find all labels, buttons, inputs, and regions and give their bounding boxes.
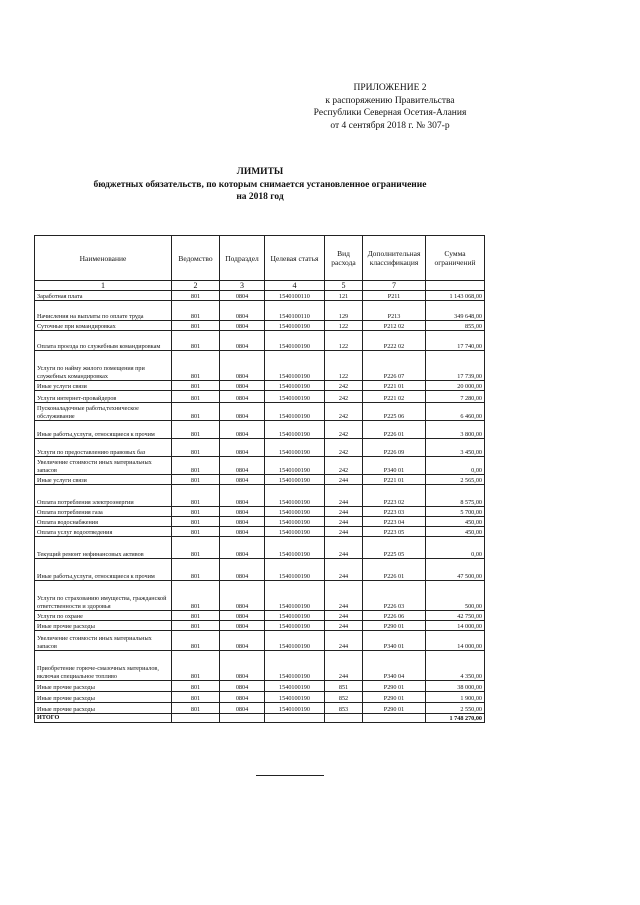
col-header-extra: Дополнительная классификация bbox=[363, 236, 426, 281]
row-dept: 801 bbox=[172, 403, 220, 421]
row-kind: 853 bbox=[325, 703, 363, 714]
row-name: Начисления на выплаты по оплате труда bbox=[35, 301, 172, 321]
row-target: 1540100190 bbox=[265, 681, 325, 692]
table-row bbox=[35, 631, 485, 651]
row-subsection: 0804 bbox=[220, 517, 265, 527]
row-name: Суточные при командировках bbox=[35, 321, 172, 331]
row-extra: Р223 02 bbox=[363, 485, 426, 507]
row-name: Услуги по охране bbox=[35, 611, 172, 621]
row-dept: 801 bbox=[172, 321, 220, 331]
row-dept: 801 bbox=[172, 381, 220, 391]
col-header-kind: Вид расхода bbox=[325, 236, 363, 281]
table-row bbox=[35, 421, 485, 439]
row-target: 1540100190 bbox=[265, 321, 325, 331]
row-sum: 14 000,00 bbox=[426, 631, 485, 651]
row-extra: Р221 01 bbox=[363, 381, 426, 391]
row-extra: Р290 01 bbox=[363, 681, 426, 692]
table-row bbox=[35, 507, 485, 517]
row-subsection: 0804 bbox=[220, 703, 265, 714]
row-subsection: 0804 bbox=[220, 485, 265, 507]
table-row bbox=[35, 703, 485, 714]
row-name: Пусконаладочные работы,техническое обслуживание bbox=[35, 403, 172, 421]
row-subsection: 0804 bbox=[220, 537, 265, 559]
row-extra: Р223 03 bbox=[363, 507, 426, 517]
row-subsection: 0804 bbox=[220, 351, 265, 381]
total-sum: 1 748 270,00 bbox=[426, 714, 485, 723]
row-dept: 801 bbox=[172, 651, 220, 681]
row-sum: 0,00 bbox=[426, 457, 485, 475]
row-subsection: 0804 bbox=[220, 651, 265, 681]
table-row bbox=[35, 391, 485, 403]
row-kind: 242 bbox=[325, 457, 363, 475]
table-row bbox=[35, 517, 485, 527]
row-kind: 244 bbox=[325, 631, 363, 651]
row-target: 1540100190 bbox=[265, 485, 325, 507]
row-dept: 801 bbox=[172, 527, 220, 537]
row-subsection: 0804 bbox=[220, 692, 265, 703]
row-sum: 450,00 bbox=[426, 527, 485, 537]
row-target: 1540100190 bbox=[265, 421, 325, 439]
row-kind: 122 bbox=[325, 321, 363, 331]
row-subsection: 0804 bbox=[220, 559, 265, 581]
row-dept: 801 bbox=[172, 631, 220, 651]
col-header-target: Целевая статья bbox=[265, 236, 325, 281]
col-header-dept: Ведомство bbox=[172, 236, 220, 281]
row-dept: 801 bbox=[172, 517, 220, 527]
row-target: 1540100190 bbox=[265, 351, 325, 381]
row-name: Увеличение стоимости иных материальных запасов bbox=[35, 631, 172, 651]
row-target: 1540100190 bbox=[265, 631, 325, 651]
row-name: Иные прочие расходы bbox=[35, 692, 172, 703]
table-row bbox=[35, 321, 485, 331]
row-kind: 244 bbox=[325, 507, 363, 517]
col-number: 2 bbox=[172, 281, 220, 291]
row-kind: 244 bbox=[325, 527, 363, 537]
row-extra: Р212 02 bbox=[363, 321, 426, 331]
row-dept: 801 bbox=[172, 559, 220, 581]
row-kind: 244 bbox=[325, 485, 363, 507]
row-dept: 801 bbox=[172, 507, 220, 517]
table-row bbox=[35, 559, 485, 581]
table-body bbox=[35, 291, 485, 714]
row-sum: 5 700,00 bbox=[426, 507, 485, 517]
row-name: Увеличение стоимости иных материальных запасов bbox=[35, 457, 172, 475]
row-subsection: 0804 bbox=[220, 475, 265, 485]
row-name: Услуги по страхованию имущества, гражданской ответственности и здоровья bbox=[35, 581, 172, 611]
row-subsection: 0804 bbox=[220, 321, 265, 331]
row-dept: 801 bbox=[172, 703, 220, 714]
row-name: Иные прочие расходы bbox=[35, 681, 172, 692]
row-kind: 242 bbox=[325, 421, 363, 439]
title-subtitle: бюджетных обязательств, по которым снимается установленное ограничение bbox=[93, 179, 427, 190]
table-row bbox=[35, 457, 485, 475]
row-dept: 801 bbox=[172, 621, 220, 631]
row-name: Иные работы,услуги, относящиеся к прочим bbox=[35, 559, 172, 581]
row-name: Иные услуги связи bbox=[35, 381, 172, 391]
row-target: 1540100190 bbox=[265, 457, 325, 475]
row-extra: Р340 01 bbox=[363, 631, 426, 651]
row-sum: 6 460,00 bbox=[426, 403, 485, 421]
row-subsection: 0804 bbox=[220, 391, 265, 403]
row-extra: Р221 01 bbox=[363, 475, 426, 485]
table-row bbox=[35, 692, 485, 703]
row-sum: 1 900,00 bbox=[426, 692, 485, 703]
row-sum: 7 280,00 bbox=[426, 391, 485, 403]
row-kind: 129 bbox=[325, 301, 363, 321]
row-extra: Р290 01 bbox=[363, 621, 426, 631]
row-target: 1540100110 bbox=[265, 291, 325, 301]
row-sum: 8 575,00 bbox=[426, 485, 485, 507]
row-sum: 0,00 bbox=[426, 537, 485, 559]
title-main: ЛИМИТЫ bbox=[236, 167, 284, 177]
row-target: 1540100190 bbox=[265, 651, 325, 681]
col-header-subsection: Подраздел bbox=[220, 236, 265, 281]
row-name: Услуги по найму жилого помещения при служебных командировках bbox=[35, 351, 172, 381]
row-target: 1540100190 bbox=[265, 517, 325, 527]
row-extra: Р226 03 bbox=[363, 581, 426, 611]
row-name: Иные услуги связи bbox=[35, 475, 172, 485]
table-row bbox=[35, 681, 485, 692]
col-header-name: Наименование bbox=[35, 236, 172, 281]
row-extra: Р223 04 bbox=[363, 517, 426, 527]
row-extra: Р223 05 bbox=[363, 527, 426, 537]
table-row bbox=[35, 537, 485, 559]
row-subsection: 0804 bbox=[220, 457, 265, 475]
row-sum: 17 739,00 bbox=[426, 351, 485, 381]
row-dept: 801 bbox=[172, 351, 220, 381]
column-number-row bbox=[35, 281, 485, 291]
table-row bbox=[35, 439, 485, 457]
row-target: 1540100190 bbox=[265, 621, 325, 631]
row-kind: 242 bbox=[325, 381, 363, 391]
appendix-date: от 4 сентября 2018 г. № 307-р bbox=[330, 120, 450, 131]
signature-line bbox=[256, 775, 324, 776]
row-kind: 242 bbox=[325, 391, 363, 403]
row-kind: 121 bbox=[325, 291, 363, 301]
row-dept: 801 bbox=[172, 537, 220, 559]
row-name: Иные работы,услуги, относящиеся к прочим bbox=[35, 421, 172, 439]
row-dept: 801 bbox=[172, 421, 220, 439]
row-dept: 801 bbox=[172, 581, 220, 611]
row-dept: 801 bbox=[172, 457, 220, 475]
table-row bbox=[35, 403, 485, 421]
row-kind: 244 bbox=[325, 537, 363, 559]
row-extra: Р340 01 bbox=[363, 457, 426, 475]
table-row bbox=[35, 291, 485, 301]
row-extra: Р225 06 bbox=[363, 403, 426, 421]
row-name: Оплата проезда по служебным командировкам bbox=[35, 331, 172, 351]
row-extra: Р290 01 bbox=[363, 692, 426, 703]
row-target: 1540100190 bbox=[265, 527, 325, 537]
row-subsection: 0804 bbox=[220, 621, 265, 631]
col-number: 1 bbox=[35, 281, 172, 291]
row-sum: 3 450,00 bbox=[426, 439, 485, 457]
row-subsection: 0804 bbox=[220, 301, 265, 321]
row-extra: Р226 01 bbox=[363, 421, 426, 439]
row-dept: 801 bbox=[172, 681, 220, 692]
col-number: 4 bbox=[265, 281, 325, 291]
table-row bbox=[35, 611, 485, 621]
row-target: 1540100190 bbox=[265, 507, 325, 517]
row-dept: 801 bbox=[172, 391, 220, 403]
row-extra: Р290 01 bbox=[363, 703, 426, 714]
row-extra: Р221 02 bbox=[363, 391, 426, 403]
row-extra: Р226 06 bbox=[363, 611, 426, 621]
row-kind: 242 bbox=[325, 439, 363, 457]
row-dept: 801 bbox=[172, 291, 220, 301]
row-kind: 242 bbox=[325, 403, 363, 421]
row-sum: 1 143 068,00 bbox=[426, 291, 485, 301]
row-subsection: 0804 bbox=[220, 381, 265, 391]
row-extra: Р226 07 bbox=[363, 351, 426, 381]
row-subsection: 0804 bbox=[220, 507, 265, 517]
col-number: 7 bbox=[363, 281, 426, 291]
table-row bbox=[35, 651, 485, 681]
row-sum: 14 000,00 bbox=[426, 621, 485, 631]
row-name: Иные прочие расходы bbox=[35, 621, 172, 631]
row-target: 1540100190 bbox=[265, 692, 325, 703]
row-subsection: 0804 bbox=[220, 403, 265, 421]
row-sum: 20 000,00 bbox=[426, 381, 485, 391]
appendix-line-2: Республики Северная Осетия-Алания bbox=[313, 108, 467, 118]
row-kind: 122 bbox=[325, 331, 363, 351]
appendix-block bbox=[300, 82, 480, 132]
row-target: 1540100190 bbox=[265, 611, 325, 621]
document-title bbox=[60, 166, 460, 204]
row-kind: 244 bbox=[325, 621, 363, 631]
row-subsection: 0804 bbox=[220, 631, 265, 651]
row-sum: 42 750,00 bbox=[426, 611, 485, 621]
total-row bbox=[35, 714, 485, 723]
row-kind: 852 bbox=[325, 692, 363, 703]
row-sum: 4 350,00 bbox=[426, 651, 485, 681]
row-kind: 851 bbox=[325, 681, 363, 692]
col-number bbox=[426, 281, 485, 291]
table-row bbox=[35, 527, 485, 537]
row-target: 1540100190 bbox=[265, 391, 325, 403]
row-subsection: 0804 bbox=[220, 439, 265, 457]
table-row bbox=[35, 351, 485, 381]
col-header-sum: Сумма ограничений bbox=[426, 236, 485, 281]
row-target: 1540100190 bbox=[265, 559, 325, 581]
row-target: 1540100190 bbox=[265, 331, 325, 351]
row-dept: 801 bbox=[172, 485, 220, 507]
appendix-label: ПРИЛОЖЕНИЕ 2 bbox=[353, 83, 427, 93]
row-name: Услуги по предоставлению правовых баз bbox=[35, 439, 172, 457]
col-number: 3 bbox=[220, 281, 265, 291]
row-target: 1540100190 bbox=[265, 537, 325, 559]
row-extra: Р225 05 bbox=[363, 537, 426, 559]
row-dept: 801 bbox=[172, 475, 220, 485]
row-name: Оплата потребления газа bbox=[35, 507, 172, 517]
row-sum: 3 800,00 bbox=[426, 421, 485, 439]
row-target: 1540100190 bbox=[265, 439, 325, 457]
row-extra: Р226 09 bbox=[363, 439, 426, 457]
table-row bbox=[35, 581, 485, 611]
row-sum: 2 565,00 bbox=[426, 475, 485, 485]
row-kind: 244 bbox=[325, 559, 363, 581]
row-sum: 349 648,00 bbox=[426, 301, 485, 321]
row-subsection: 0804 bbox=[220, 421, 265, 439]
row-kind: 244 bbox=[325, 517, 363, 527]
row-sum: 38 000,00 bbox=[426, 681, 485, 692]
row-extra: Р222 02 bbox=[363, 331, 426, 351]
row-name: Оплата потребления электроэнергии bbox=[35, 485, 172, 507]
row-target: 1540100190 bbox=[265, 475, 325, 485]
row-kind: 244 bbox=[325, 581, 363, 611]
row-extra: Р211 bbox=[363, 291, 426, 301]
total-label: ИТОГО bbox=[35, 714, 172, 723]
row-sum: 500,00 bbox=[426, 581, 485, 611]
table-row bbox=[35, 621, 485, 631]
title-year: на 2018 год bbox=[236, 192, 284, 202]
row-subsection: 0804 bbox=[220, 527, 265, 537]
row-subsection: 0804 bbox=[220, 331, 265, 351]
appendix-line-1: к распоряжению Правительства bbox=[325, 95, 455, 106]
limits-table bbox=[34, 235, 485, 723]
table-row bbox=[35, 301, 485, 321]
row-kind: 244 bbox=[325, 475, 363, 485]
row-name: Заработная плата bbox=[35, 291, 172, 301]
row-subsection: 0804 bbox=[220, 291, 265, 301]
row-kind: 244 bbox=[325, 651, 363, 681]
row-target: 1540100190 bbox=[265, 403, 325, 421]
row-target: 1540100190 bbox=[265, 703, 325, 714]
row-subsection: 0804 bbox=[220, 681, 265, 692]
row-dept: 801 bbox=[172, 331, 220, 351]
row-dept: 801 bbox=[172, 692, 220, 703]
table-row bbox=[35, 475, 485, 485]
row-target: 1540100110 bbox=[265, 301, 325, 321]
row-name: Оплата услуг водоотведения bbox=[35, 527, 172, 537]
row-target: 1540100190 bbox=[265, 581, 325, 611]
row-name: Приобретение горюче-смазочных материалов, включая специальное топливо bbox=[35, 651, 172, 681]
row-dept: 801 bbox=[172, 301, 220, 321]
row-name: Оплата водоснабжения bbox=[35, 517, 172, 527]
table-row bbox=[35, 485, 485, 507]
header-row bbox=[35, 236, 485, 281]
row-sum: 450,00 bbox=[426, 517, 485, 527]
row-extra: Р213 bbox=[363, 301, 426, 321]
table-row bbox=[35, 331, 485, 351]
row-name: Услуги интернет-провайдеров bbox=[35, 391, 172, 403]
row-dept: 801 bbox=[172, 439, 220, 457]
row-kind: 244 bbox=[325, 611, 363, 621]
row-extra: Р340 04 bbox=[363, 651, 426, 681]
row-sum: 855,00 bbox=[426, 321, 485, 331]
row-name: Иные прочие расходы bbox=[35, 703, 172, 714]
col-number: 5 bbox=[325, 281, 363, 291]
row-sum: 47 500,00 bbox=[426, 559, 485, 581]
row-name: Текущий ремонт нефинансовых активов bbox=[35, 537, 172, 559]
row-subsection: 0804 bbox=[220, 581, 265, 611]
row-target: 1540100190 bbox=[265, 381, 325, 391]
row-sum: 2 550,00 bbox=[426, 703, 485, 714]
row-dept: 801 bbox=[172, 611, 220, 621]
row-subsection: 0804 bbox=[220, 611, 265, 621]
table-row bbox=[35, 381, 485, 391]
row-extra: Р226 01 bbox=[363, 559, 426, 581]
row-kind: 122 bbox=[325, 351, 363, 381]
row-sum: 17 740,00 bbox=[426, 331, 485, 351]
